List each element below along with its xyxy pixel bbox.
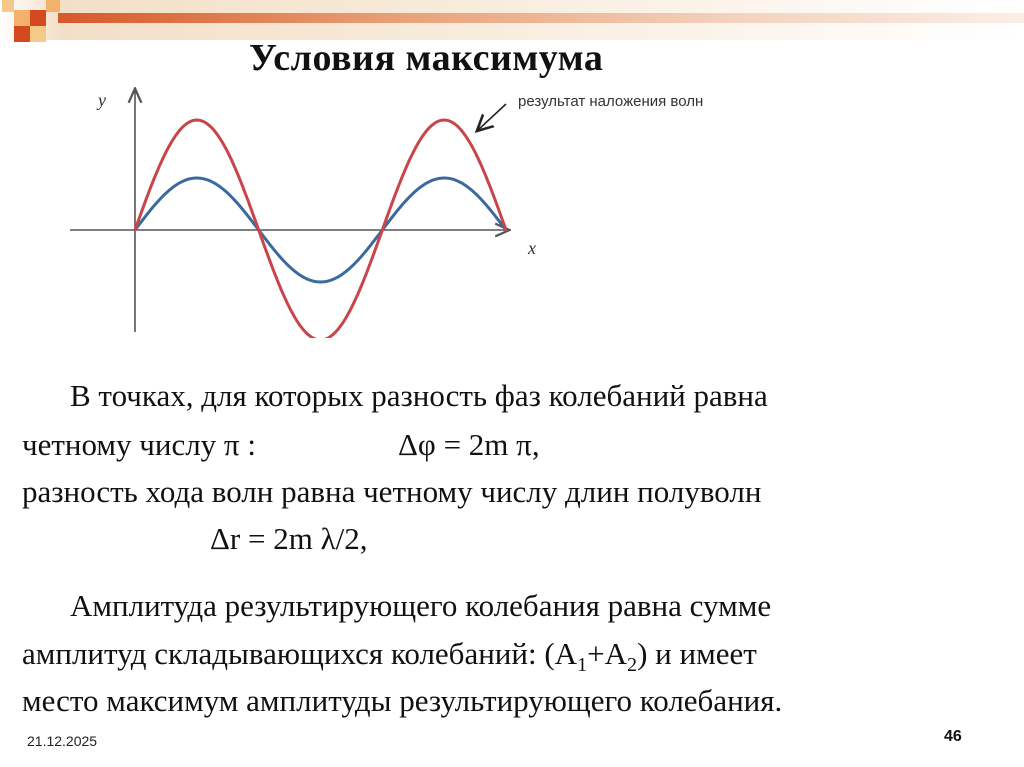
- annotation-arrow: [478, 104, 506, 130]
- amplitude-plus: +A: [587, 636, 628, 671]
- wave-figure: [66, 84, 810, 338]
- amplitude-tail: ) и имеет: [637, 636, 757, 671]
- resultant-wave: [135, 120, 506, 338]
- deco-square: [14, 26, 30, 42]
- x-axis-label: x: [528, 238, 536, 258]
- text-line: разность хода волн равна четному числу длин полуволн: [22, 474, 762, 509]
- slide-title: Условия максимума: [249, 37, 604, 79]
- annotation-label: результат наложения волн: [518, 93, 704, 110]
- subscript-1: 1: [577, 654, 588, 677]
- deco-square: [30, 26, 46, 42]
- y-axis-label: y: [98, 90, 106, 110]
- deco-square: [2, 0, 14, 12]
- text-line: В точках, для которых разность фаз колебаний равна: [70, 378, 768, 413]
- text-line-amplitude: [22, 638, 757, 675]
- text-line: место максимум амплитуды результирующего колебания.: [22, 683, 783, 718]
- text-line: четному числу π :: [22, 427, 256, 462]
- formula-path: Δr = 2m λ/2,: [210, 521, 368, 556]
- wave-diagram: [66, 84, 810, 338]
- deco-square: [30, 10, 46, 26]
- header-accent-line: [58, 13, 1024, 23]
- slide-number: 46: [944, 728, 962, 745]
- amplitude-text: амплитуд складывающихся колебаний: (A: [22, 636, 578, 671]
- deco-square: [46, 0, 60, 12]
- slide-date: 21.12.2025: [27, 733, 98, 749]
- formula-phase: Δφ = 2m π,: [398, 427, 540, 462]
- subscript-2: 2: [627, 654, 638, 677]
- deco-square: [14, 10, 30, 26]
- text-line: Амплитуда результирующего колебания равна сумме: [70, 588, 772, 623]
